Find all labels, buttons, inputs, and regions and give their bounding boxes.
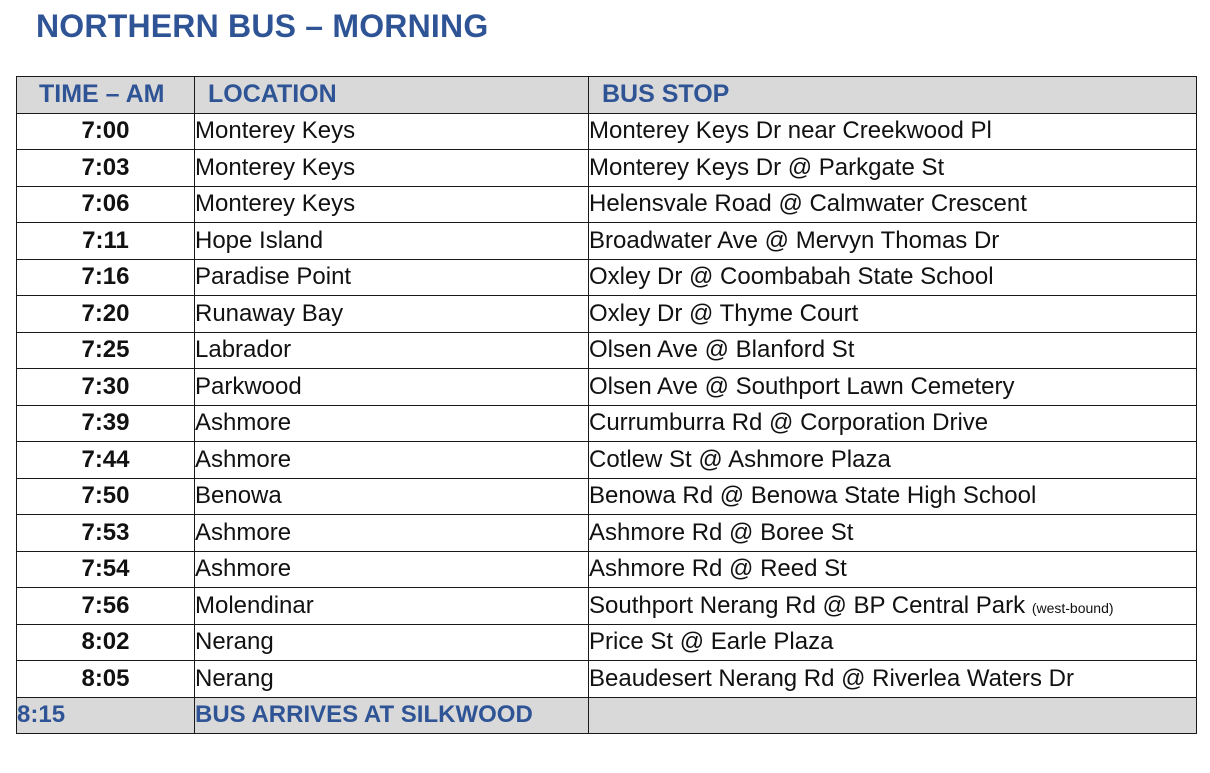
arrival-row <box>17 697 1197 734</box>
bus-stop-note: (west-bound) <box>1031 599 1114 616</box>
bus-stop-text: Ashmore Rd @ Boree St <box>589 518 854 546</box>
bus-stop-text: Ashmore Rd @ Reed St <box>589 555 847 583</box>
table-header-row <box>17 77 1197 114</box>
bus-stop-text: Price St @ Earle Plaza <box>589 628 834 656</box>
header-bus-stop: BUS STOP <box>589 77 1197 114</box>
row-time: 7:30 <box>17 369 195 406</box>
row-location: Molendinar <box>195 588 589 625</box>
row-time: 7:39 <box>17 405 195 442</box>
table-row <box>17 296 1197 333</box>
row-location: Labrador <box>195 332 589 369</box>
table-row <box>17 186 1197 223</box>
row-bus-stop <box>589 442 1197 479</box>
row-time: 8:02 <box>17 624 195 661</box>
row-location: Benowa <box>195 478 589 515</box>
row-time: 7:20 <box>17 296 195 333</box>
row-bus-stop <box>589 223 1197 260</box>
header-location: LOCATION <box>195 77 589 114</box>
row-bus-stop <box>589 186 1197 223</box>
arrival-location: BUS ARRIVES AT SILKWOOD <box>195 697 589 734</box>
row-time: 8:05 <box>17 661 195 698</box>
arrival-time: 8:15 <box>17 697 195 734</box>
row-time: 7:11 <box>17 223 195 260</box>
row-location: Nerang <box>195 624 589 661</box>
table-row <box>17 478 1197 515</box>
bus-stop-text: Olsen Ave @ Southport Lawn Cemetery <box>589 372 1015 400</box>
bus-stop-text: Southport Nerang Rd @ BP Central Park <box>589 591 1026 619</box>
row-bus-stop <box>589 515 1197 552</box>
table-row <box>17 405 1197 442</box>
row-time: 7:16 <box>17 259 195 296</box>
row-bus-stop <box>589 150 1197 187</box>
row-time: 7:00 <box>17 113 195 150</box>
table-row <box>17 369 1197 406</box>
row-location: Ashmore <box>195 515 589 552</box>
bus-stop-text: Oxley Dr @ Thyme Court <box>589 299 859 327</box>
bus-stop-text: Benowa Rd @ Benowa State High School <box>589 482 1037 510</box>
header-time: TIME – AM <box>17 77 195 114</box>
row-bus-stop <box>589 478 1197 515</box>
row-location: Nerang <box>195 661 589 698</box>
row-location: Parkwood <box>195 369 589 406</box>
row-time: 7:53 <box>17 515 195 552</box>
bus-stop-text: Monterey Keys Dr @ Parkgate St <box>589 153 945 181</box>
table-row <box>17 624 1197 661</box>
row-location: Monterey Keys <box>195 113 589 150</box>
table-row <box>17 259 1197 296</box>
table-row <box>17 332 1197 369</box>
row-time: 7:54 <box>17 551 195 588</box>
row-time: 7:03 <box>17 150 195 187</box>
bus-stop-text: Cotlew St @ Ashmore Plaza <box>589 445 891 473</box>
table-body <box>17 113 1197 697</box>
bus-schedule-table <box>16 76 1197 734</box>
row-time: 7:44 <box>17 442 195 479</box>
table-row <box>17 113 1197 150</box>
row-bus-stop <box>589 113 1197 150</box>
row-bus-stop <box>589 332 1197 369</box>
row-location: Ashmore <box>195 551 589 588</box>
table-row <box>17 150 1197 187</box>
row-location: Ashmore <box>195 442 589 479</box>
bus-stop-text: Currumburra Rd @ Corporation Drive <box>589 409 989 437</box>
row-location: Hope Island <box>195 223 589 260</box>
table-row <box>17 551 1197 588</box>
row-bus-stop <box>589 661 1197 698</box>
row-bus-stop <box>589 624 1197 661</box>
row-bus-stop <box>589 259 1197 296</box>
table-row <box>17 588 1197 625</box>
bus-stop-text: Olsen Ave @ Blanford St <box>589 336 855 364</box>
row-time: 7:56 <box>17 588 195 625</box>
row-location: Monterey Keys <box>195 186 589 223</box>
row-location: Runaway Bay <box>195 296 589 333</box>
row-time: 7:50 <box>17 478 195 515</box>
page-title: NORTHERN BUS – MORNING <box>36 8 489 44</box>
bus-stop-text: Oxley Dr @ Coombabah State School <box>589 263 994 291</box>
row-bus-stop <box>589 296 1197 333</box>
bus-stop-text: Monterey Keys Dr near Creekwood Pl <box>589 117 992 145</box>
row-bus-stop <box>589 588 1197 625</box>
row-location: Paradise Point <box>195 259 589 296</box>
bus-stop-text: Helensvale Road @ Calmwater Crescent <box>589 190 1027 218</box>
row-location: Monterey Keys <box>195 150 589 187</box>
row-bus-stop <box>589 369 1197 406</box>
row-time: 7:25 <box>17 332 195 369</box>
table-row <box>17 442 1197 479</box>
table-row <box>17 515 1197 552</box>
row-location: Ashmore <box>195 405 589 442</box>
row-time: 7:06 <box>17 186 195 223</box>
arrival-stop <box>589 697 1197 734</box>
bus-stop-text: Beaudesert Nerang Rd @ Riverlea Waters Dr <box>589 664 1074 692</box>
row-bus-stop <box>589 551 1197 588</box>
bus-stop-text: Broadwater Ave @ Mervyn Thomas Dr <box>589 226 1000 254</box>
table-row <box>17 661 1197 698</box>
table-row <box>17 223 1197 260</box>
row-bus-stop <box>589 405 1197 442</box>
